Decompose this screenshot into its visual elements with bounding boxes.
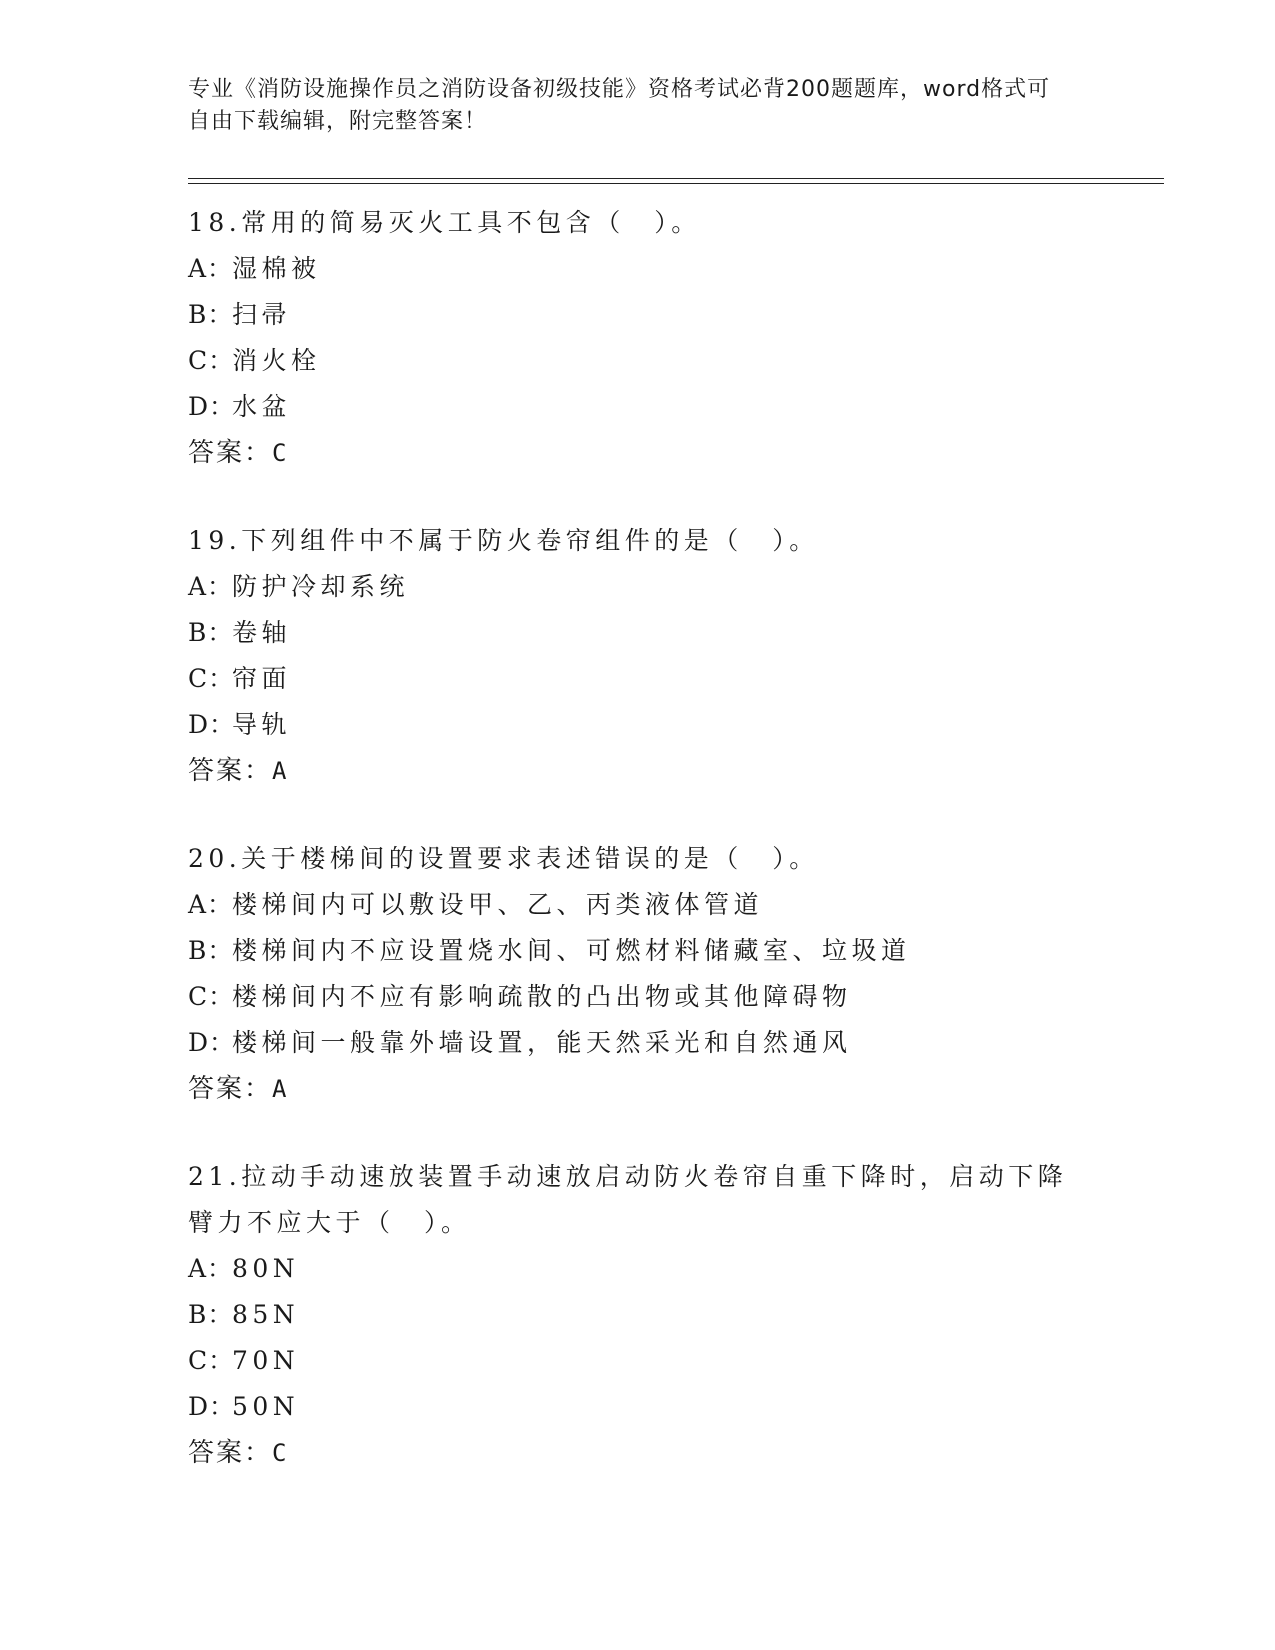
question-stem: 18.常用的简易灭火工具不包含（ ）。 [188, 208, 701, 237]
option-d [188, 1384, 1068, 1430]
option-text: 70N [232, 1346, 300, 1375]
question-stem: 21.拉动手动速放装置手动速放启动防火卷帘自重下降时，启动下降臂力不应大于（ ）。 [188, 1162, 1068, 1237]
answer-line [188, 1066, 1088, 1112]
option-b [188, 610, 1088, 656]
option-a [188, 1246, 1068, 1292]
option-text: 楼梯间内可以敷设甲、乙、丙类液体管道 [232, 890, 764, 919]
option-letter: B： [188, 1300, 234, 1329]
option-letter: D： [188, 392, 236, 421]
document-header: 专业《消防设施操作员之消防设备初级技能》资格考试必背200题题库，word格式可自由下载编辑，附完整答案！ [188, 77, 1051, 134]
option-a [188, 564, 1088, 610]
header-divider-bottom [188, 183, 1164, 184]
option-c [188, 1338, 1068, 1384]
option-a [188, 882, 1088, 928]
option-b [188, 1292, 1068, 1338]
option-letter: C： [188, 664, 235, 693]
option-c [188, 974, 1088, 1020]
option-letter: B： [188, 936, 234, 965]
question-19 [188, 518, 1088, 794]
option-letter: C： [188, 982, 235, 1011]
option-text: 卷轴 [232, 618, 292, 647]
question-stem: 19.下列组件中不属于防火卷帘组件的是（ ）。 [188, 526, 819, 555]
answer-value: C [272, 1439, 289, 1467]
question-20 [188, 836, 1088, 1112]
option-text: 帘面 [232, 664, 292, 693]
answer-label: 答案： [188, 756, 273, 786]
option-c [188, 656, 1088, 702]
option-letter: A： [188, 572, 234, 601]
option-letter: B： [188, 618, 234, 647]
answer-label: 答案： [188, 1438, 273, 1468]
option-b [188, 292, 1088, 338]
question-stem: 20.关于楼梯间的设置要求表述错误的是（ ）。 [188, 844, 819, 873]
option-d [188, 384, 1088, 430]
option-text: 导轨 [232, 710, 292, 739]
option-text: 楼梯间内不应设置烧水间、可燃材料储藏室、垃圾道 [232, 936, 911, 965]
answer-label: 答案： [188, 438, 273, 468]
answer-line [188, 748, 1088, 794]
answer-label: 答案： [188, 1074, 273, 1104]
option-text: 楼梯间一般靠外墙设置，能天然采光和自然通风 [232, 1028, 852, 1057]
answer-value: A [272, 1075, 289, 1103]
answer-line [188, 430, 1088, 476]
option-b [188, 928, 1088, 974]
option-text: 湿棉被 [232, 254, 321, 283]
option-letter: C： [188, 346, 235, 375]
option-text: 扫帚 [232, 300, 292, 329]
option-letter: D： [188, 710, 236, 739]
header-divider-top [188, 178, 1164, 179]
option-d [188, 1020, 1088, 1066]
option-text: 水盆 [232, 392, 292, 421]
option-letter: C： [188, 1346, 235, 1375]
option-c [188, 338, 1088, 384]
option-letter: A： [188, 1254, 234, 1283]
option-letter: A： [188, 254, 234, 283]
option-d [188, 702, 1088, 748]
option-text: 85N [232, 1300, 300, 1329]
answer-value: A [272, 757, 289, 785]
answer-line [188, 1430, 1068, 1476]
option-text: 消火栓 [232, 346, 321, 375]
option-text: 防护冷却系统 [232, 572, 410, 601]
option-letter: B： [188, 300, 234, 329]
option-text: 楼梯间内不应有影响疏散的凸出物或其他障碍物 [232, 982, 852, 1011]
answer-value: C [272, 439, 289, 467]
option-text: 80N [232, 1254, 300, 1283]
option-a [188, 246, 1088, 292]
option-letter: D： [188, 1028, 236, 1057]
option-letter: D： [188, 1392, 236, 1421]
option-text: 50N [232, 1392, 300, 1421]
question-21 [188, 1154, 1068, 1476]
question-18 [188, 200, 1088, 476]
option-letter: A： [188, 890, 234, 919]
